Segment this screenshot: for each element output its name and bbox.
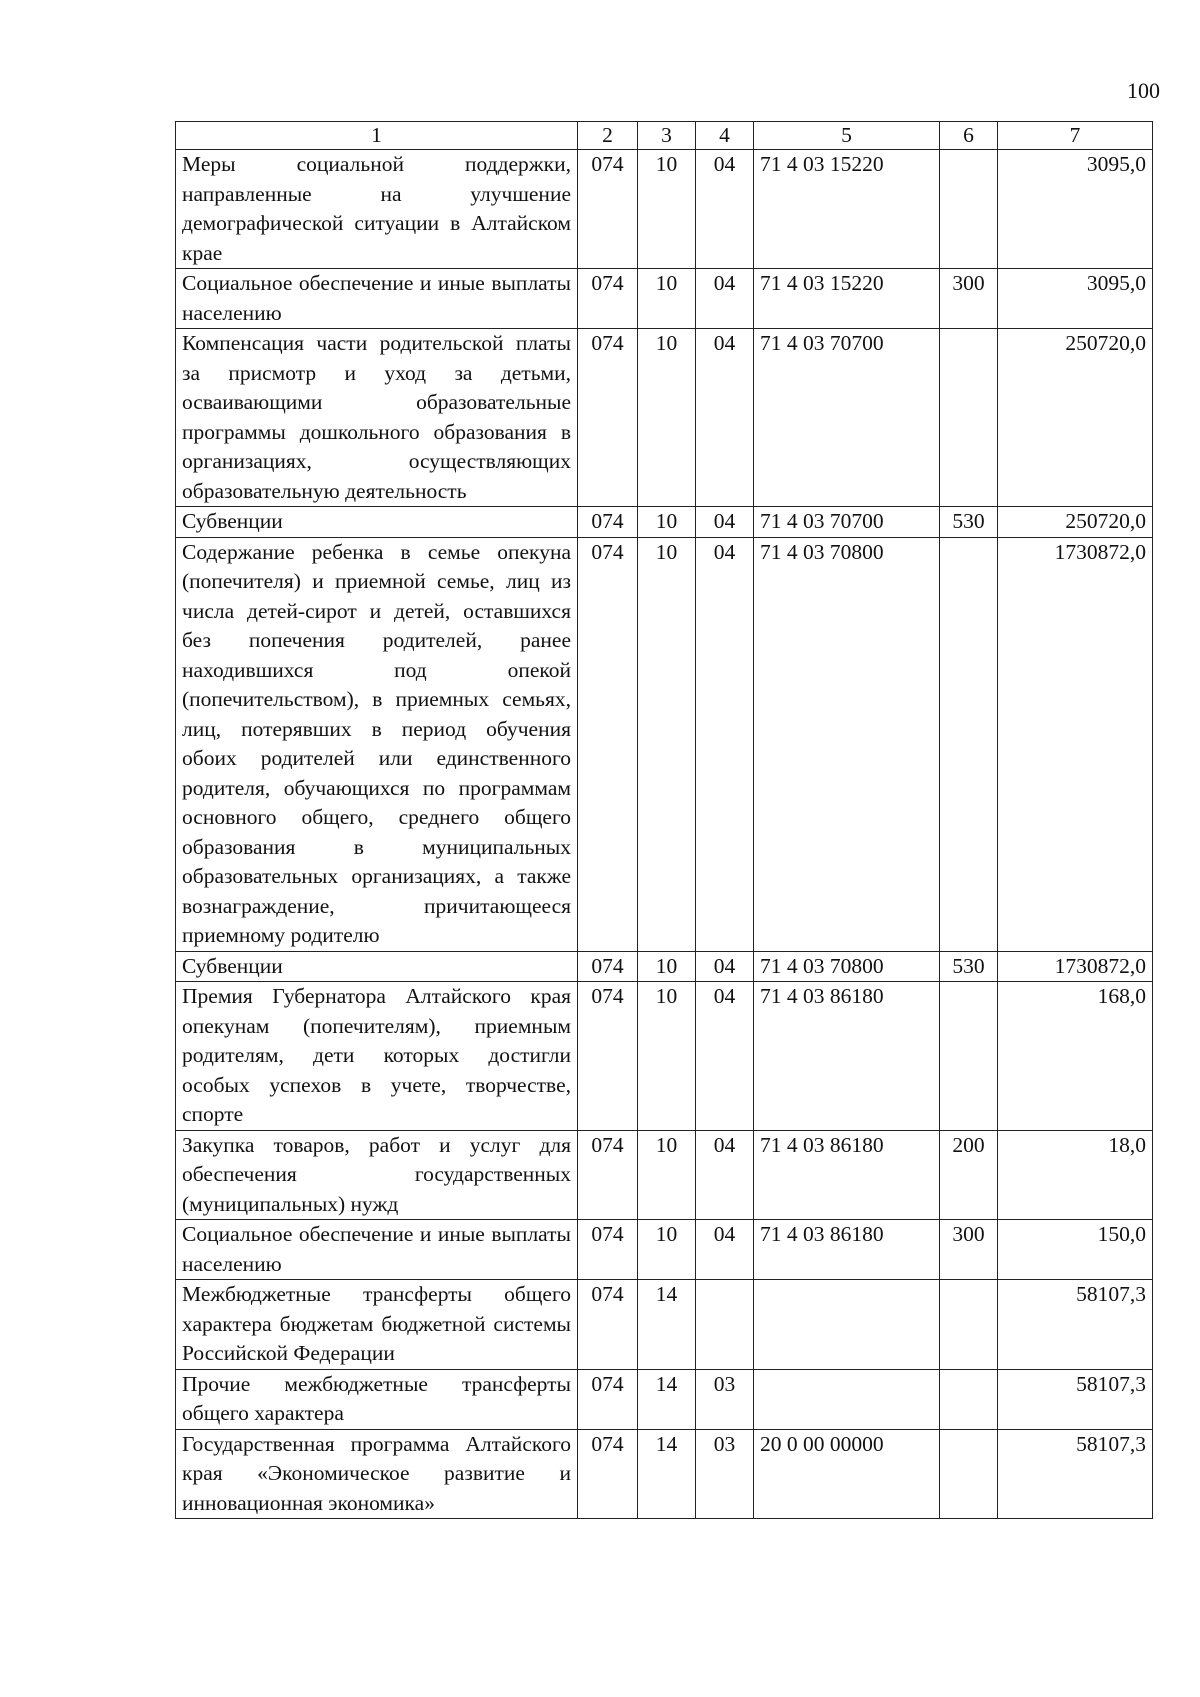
- header-col-3: 3: [638, 122, 696, 150]
- section-code: 10: [638, 537, 696, 951]
- table-body: [176, 150, 1153, 1519]
- amount: 58107,3: [998, 1369, 1153, 1429]
- section-code: 14: [638, 1369, 696, 1429]
- subsection-code: 04: [696, 329, 754, 507]
- amount: 250720,0: [998, 329, 1153, 507]
- expense-type-code: [940, 982, 998, 1131]
- header-col-2: 2: [578, 122, 638, 150]
- page-number: 100: [1127, 78, 1160, 103]
- amount: 58107,3: [998, 1429, 1153, 1519]
- budget-table: [175, 121, 1153, 1519]
- table-row: [176, 1429, 1153, 1519]
- expense-type-code: 300: [940, 1220, 998, 1280]
- target-article-code: 71 4 03 15220: [754, 150, 940, 269]
- amount: 150,0: [998, 1220, 1153, 1280]
- item-name: Социальное обеспечение и иные выплаты населению: [176, 269, 578, 329]
- table-row: [176, 537, 1153, 951]
- target-article-code: [754, 1369, 940, 1429]
- section-code: 10: [638, 1220, 696, 1280]
- expense-type-code: 530: [940, 507, 998, 538]
- admin-code: 074: [578, 507, 638, 538]
- section-code: 14: [638, 1429, 696, 1519]
- target-article-code: 71 4 03 70700: [754, 329, 940, 507]
- header-col-1: 1: [176, 122, 578, 150]
- table-row: [176, 1369, 1153, 1429]
- subsection-code: 04: [696, 537, 754, 951]
- subsection-code: 04: [696, 150, 754, 269]
- table-row: [176, 150, 1153, 269]
- item-name: Закупка товаров, работ и услуг для обеспечения государственных (муниципальных) нужд: [176, 1130, 578, 1220]
- section-code: 10: [638, 329, 696, 507]
- section-code: 10: [638, 982, 696, 1131]
- header-col-4: 4: [696, 122, 754, 150]
- amount: 18,0: [998, 1130, 1153, 1220]
- expense-type-code: 300: [940, 269, 998, 329]
- amount: 1730872,0: [998, 951, 1153, 982]
- target-article-code: 71 4 03 70700: [754, 507, 940, 538]
- section-code: 10: [638, 951, 696, 982]
- admin-code: 074: [578, 537, 638, 951]
- subsection-code: 03: [696, 1369, 754, 1429]
- table-row: [176, 507, 1153, 538]
- expense-type-code: [940, 329, 998, 507]
- admin-code: 074: [578, 1369, 638, 1429]
- admin-code: 074: [578, 1429, 638, 1519]
- expense-type-code: [940, 150, 998, 269]
- section-code: 10: [638, 507, 696, 538]
- amount: 250720,0: [998, 507, 1153, 538]
- admin-code: 074: [578, 150, 638, 269]
- subsection-code: [696, 1280, 754, 1370]
- item-name: Прочие межбюджетные трансферты общего характера: [176, 1369, 578, 1429]
- table-row: [176, 1280, 1153, 1370]
- table-row: [176, 982, 1153, 1131]
- item-name: Компенсация части родительской платы за присмотр и уход за детьми, осваивающими образовательные программы дошкольного образования в организациях, осуществляющих образовательную деятельность: [176, 329, 578, 507]
- table-row: [176, 269, 1153, 329]
- item-name: Премия Губернатора Алтайского края опекунам (попечителям), приемным родителям, дети которых достигли особых успехов в учете, творчестве, спорте: [176, 982, 578, 1131]
- admin-code: 074: [578, 269, 638, 329]
- amount: 3095,0: [998, 269, 1153, 329]
- subsection-code: 04: [696, 951, 754, 982]
- subsection-code: 04: [696, 269, 754, 329]
- item-name: Меры социальной поддержки, направленные на улучшение демографической ситуации в Алтайском крае: [176, 150, 578, 269]
- expense-type-code: [940, 537, 998, 951]
- expense-type-code: 530: [940, 951, 998, 982]
- header-row: [176, 122, 1153, 150]
- admin-code: 074: [578, 1280, 638, 1370]
- item-name: Социальное обеспечение и иные выплаты населению: [176, 1220, 578, 1280]
- amount: 3095,0: [998, 150, 1153, 269]
- header-col-6: 6: [940, 122, 998, 150]
- subsection-code: 04: [696, 982, 754, 1131]
- target-article-code: [754, 1280, 940, 1370]
- amount: 1730872,0: [998, 537, 1153, 951]
- target-article-code: 71 4 03 70800: [754, 537, 940, 951]
- admin-code: 074: [578, 1130, 638, 1220]
- table-row: [176, 329, 1153, 507]
- admin-code: 074: [578, 1220, 638, 1280]
- section-code: 10: [638, 269, 696, 329]
- expense-type-code: [940, 1280, 998, 1370]
- amount: 168,0: [998, 982, 1153, 1131]
- item-name: Содержание ребенка в семье опекуна (попечителя) и приемной семье, лиц из числа детей-сирот и детей, оставшихся без попечения родителей, ранее находившихся под опекой (попечительством), в приемных семьях, лиц, потерявших в период обучения обоих родителей или единственного родителя, обучающихся по программам основного общего, среднего общего образования в муниципальных образовательных организациях, а также вознаграждение, причитающееся приемному родителю: [176, 537, 578, 951]
- expense-type-code: 200: [940, 1130, 998, 1220]
- header-col-7: 7: [998, 122, 1153, 150]
- section-code: 10: [638, 1130, 696, 1220]
- target-article-code: 20 0 00 00000: [754, 1429, 940, 1519]
- admin-code: 074: [578, 982, 638, 1131]
- item-name: Субвенции: [176, 507, 578, 538]
- item-name: Субвенции: [176, 951, 578, 982]
- admin-code: 074: [578, 329, 638, 507]
- target-article-code: 71 4 03 86180: [754, 1220, 940, 1280]
- subsection-code: 04: [696, 507, 754, 538]
- amount: 58107,3: [998, 1280, 1153, 1370]
- target-article-code: 71 4 03 86180: [754, 1130, 940, 1220]
- table-row: [176, 951, 1153, 982]
- target-article-code: 71 4 03 15220: [754, 269, 940, 329]
- item-name: Межбюджетные трансферты общего характера бюджетам бюджетной системы Российской Федерации: [176, 1280, 578, 1370]
- target-article-code: 71 4 03 70800: [754, 951, 940, 982]
- expense-type-code: [940, 1369, 998, 1429]
- expense-type-code: [940, 1429, 998, 1519]
- section-code: 10: [638, 150, 696, 269]
- section-code: 14: [638, 1280, 696, 1370]
- admin-code: 074: [578, 951, 638, 982]
- subsection-code: 04: [696, 1220, 754, 1280]
- subsection-code: 04: [696, 1130, 754, 1220]
- header-col-5: 5: [754, 122, 940, 150]
- table-row: [176, 1220, 1153, 1280]
- subsection-code: 03: [696, 1429, 754, 1519]
- target-article-code: 71 4 03 86180: [754, 982, 940, 1131]
- item-name: Государственная программа Алтайского края «Экономическое развитие и инновационная экономика»: [176, 1429, 578, 1519]
- table-row: [176, 1130, 1153, 1220]
